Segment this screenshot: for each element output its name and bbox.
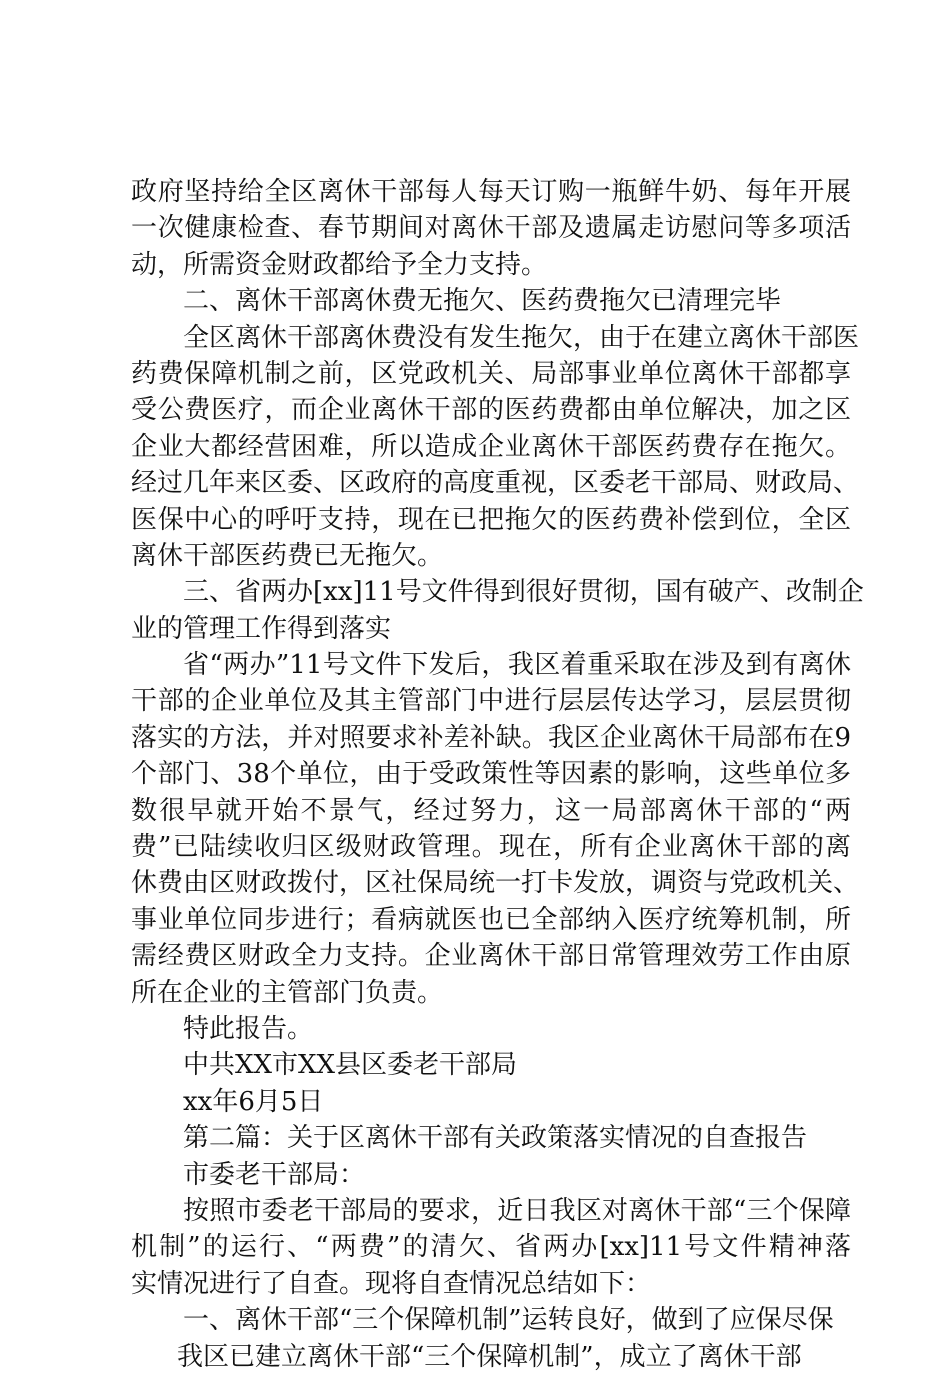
text-line: 全区离休干部离休费没有发生拖欠，由于在建立离休干部医	[183, 322, 860, 353]
text-line: 费”已陆续收归区级财政管理。现在，所有企业离休干部的离	[131, 832, 851, 863]
heading-line: 业的管理工作得到落实	[131, 613, 392, 644]
closing-block	[131, 1011, 851, 1120]
text-line: 个部门、38个单位，由于受政策性等因素的影响，这些单位多	[131, 759, 851, 790]
text-line: 数很早就开始不景气，经过努力，这一局部离休干部的“两	[131, 795, 851, 826]
text-line: 企业大都经营困难，所以造成企业离休干部医药费存在拖欠。	[131, 431, 851, 462]
text-line: 药费保障机制之前，区党政机关、局部事业单位离休干部都享	[131, 358, 851, 389]
part-two-title: 第二篇：关于区离休干部有关政策落实情况的自查报告	[183, 1123, 808, 1154]
text-line: 干部的企业单位及其主管部门中进行层层传达学习，层层贯彻	[131, 686, 851, 717]
paragraph-medical-fees	[131, 320, 860, 575]
part-two	[131, 1120, 851, 1375]
text-line: 事业单位同步进行；看病就医也已全部纳入医疗统筹机制，所	[131, 904, 851, 935]
section-heading-2	[131, 283, 851, 319]
text-line: 我区已建立离休干部“三个保障机制”，成立了离休干部	[177, 1341, 802, 1372]
text-line: 一次健康检查、春节期间对离休干部及遗属走访慰问等多项活	[131, 213, 851, 244]
text-line: 休费由区财政拨付，区社保局统一打卡发放，调资与党政机关、	[131, 868, 860, 899]
text-line: 受公费医疗，而企业离休干部的医药费都由单位解决，加之区	[131, 395, 851, 426]
text-line: 按照市委老干部局的要求，近日我区对离休干部“三个保障	[183, 1195, 851, 1226]
paragraph-dairy-support	[131, 174, 851, 283]
heading-line: 二、离休干部离休费无拖欠、医药费拖欠已清理完毕	[183, 286, 782, 317]
paragraph-enterprise-management	[131, 647, 860, 1011]
signature-org: 中共XX市XX县区委老干部局	[183, 1050, 518, 1081]
text-line: 省“两办”11号文件下发后，我区着重采取在涉及到有离休	[183, 650, 851, 681]
text-line: 离休干部医药费已无拖欠。	[131, 540, 444, 571]
part-two-heading-1: 一、离休干部“三个保障机制”运转良好，做到了应保尽保	[183, 1305, 834, 1336]
document-body	[131, 174, 864, 1375]
heading-line: 三、省两办[xx]11号文件得到很好贯彻，国有破产、改制企	[183, 577, 864, 608]
text-line: 实情况进行了自查。现将自查情况总结如下：	[131, 1268, 652, 1299]
part-two-recipient: 市委老干部局：	[183, 1159, 366, 1190]
text-line: 政府坚持给全区离休干部每人每天订购一瓶鲜牛奶、每年开展	[131, 177, 851, 207]
text-line: 需经费区财政全力支持。企业离休干部日常管理效劳工作由原	[131, 941, 851, 972]
text-line: 所在企业的主管部门负责。	[131, 977, 444, 1008]
text-line: 医保中心的呼吁支持，现在已把拖欠的医药费补偿到位，全区	[131, 504, 851, 535]
closing-text: 特此报告。	[183, 1013, 314, 1044]
text-line: 经过几年来区委、区政府的高度重视，区委老干部局、财政局、	[131, 468, 860, 499]
signature-date: xx年6月5日	[183, 1086, 324, 1117]
section-heading-3	[131, 574, 864, 647]
text-line: 动，所需资金财政都给予全力支持。	[131, 249, 548, 280]
text-line: 机制”的运行、“两费”的清欠、省两办[xx]11号文件精神落	[131, 1232, 851, 1263]
text-line: 落实的方法，并对照要求补差补缺。我区企业离休干局部布在9	[131, 722, 851, 753]
